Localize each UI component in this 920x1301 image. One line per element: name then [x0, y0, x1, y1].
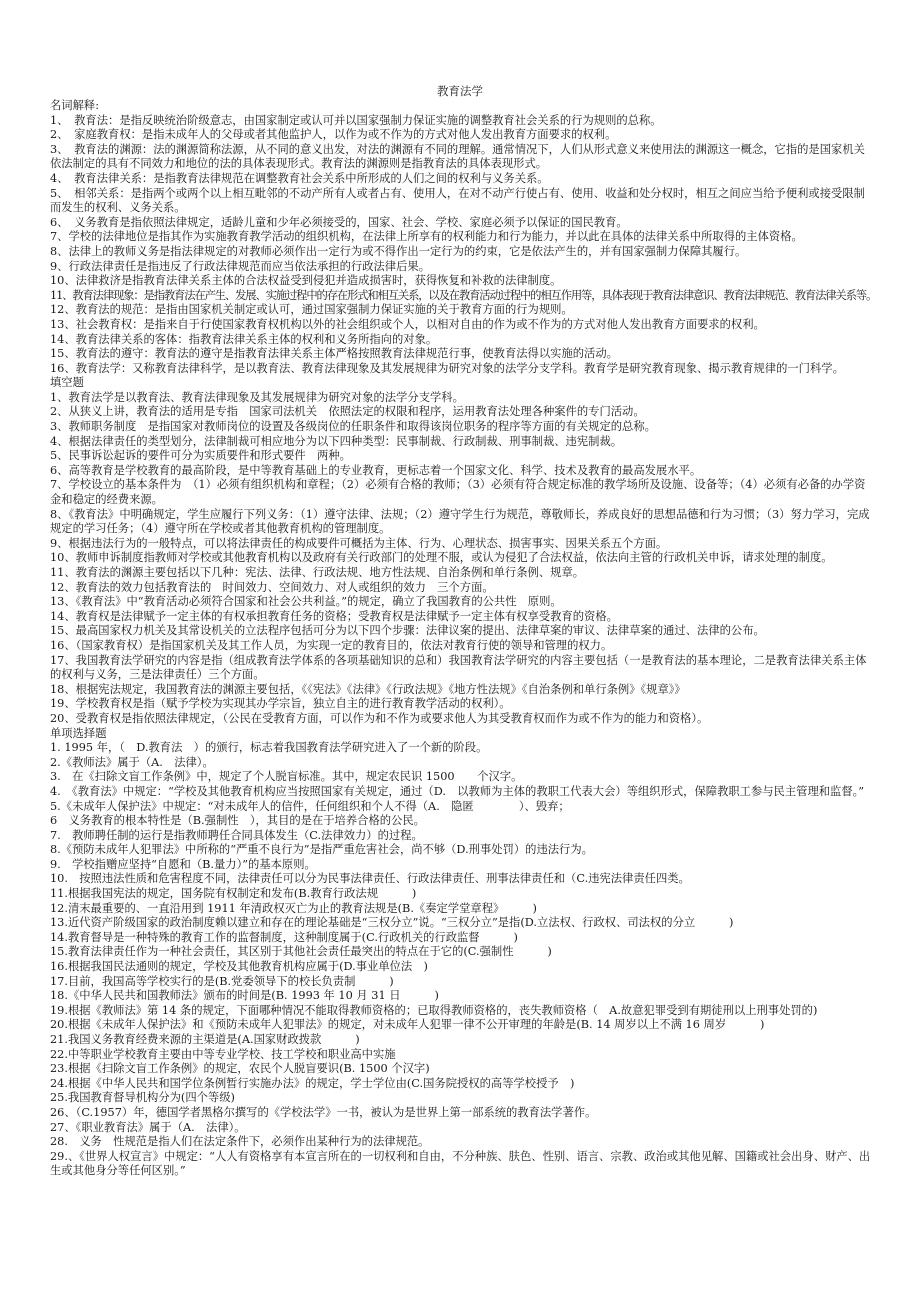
list-item: 8、《教育法》中明确规定，学生应履行下列义务：（1）遵守法律、法规；（2）遵守学生行为规范，尊敬师长，养成良好的思想品德和行为习惯；（3）努力学习，完成规定的学习任务；（4）遵守所在学校或者其他教育机构的管理制度。 [50, 507, 870, 536]
list-item: 15、最高国家权力机关及其常设机关的立法程序包括可分为以下四个步骤：法律议案的提出、法律草案的审议、法律草案的通过、法律的公布。 [50, 624, 765, 638]
list-item: 26、（C.1957）年，德国学者黑格尔撰写的《学校法学》一书，被认为是世界上第一部系统的教育法学著作。 [50, 1105, 597, 1119]
list-item: 20、受教育权是指依照法律规定，（公民在受教育方面，可以作为和不作为或要求他人为其受教育权而作为或不作为的能力和资格）。 [50, 711, 709, 725]
list-item: 9. 学校指赠应坚持“自愿和（B.量力）”的基本原则。 [50, 857, 316, 871]
list-item: 15、教育法的遵守：教育法的遵守是指教育法律关系主体严格按照教育法律规范行事，使教育法得以实施的活动。 [50, 347, 618, 361]
list-item: 1、教育法学是以教育法、教育法律现象及其发展规律为研究对象的法学分支学科。 [50, 390, 464, 404]
list-item: 11.根据我国宪法的规定，国务院有权制定和发布(B.教育行政法规 ) [50, 887, 417, 901]
list-item: 6、 义务教育是指依照法律规定，适龄儿童和少年必须接受的，国家、社会、学校、家庭必须予以保证的国民教育。 [50, 215, 628, 229]
list-item: 16.根据我国民法通则的规定，学校及其他教育机构应属于(D.事业单位法 ) [50, 960, 428, 974]
list-item: 18.《中华人民共和国教师法》颁布的时间是(B. 1993 年 10 月 31 日 ) [50, 989, 439, 1003]
list-item: 10、法律救济是指教育法律关系主体的合法权益受到侵犯并造成损害时，获得恢复和补救的法律制度。 [50, 274, 562, 288]
list-item: 28. 义务 性规范是指人们在法定条件下，必须作出某种行为的法律规范。 [50, 1135, 430, 1149]
list-item: 10. 按照违法性质和危害程度不同，法律责任可以分为民事法律责任、行政法律责任、刑事法律责任和（C.违宪法律责任四类。 [50, 872, 690, 886]
section-heading: 填空题 [50, 376, 84, 390]
list-item: 2.《教师法》属于（A. 法律）。 [50, 755, 214, 769]
list-item: 2、 家庭教育权：是指未成年人的父母或者其他监护人，以作为或不作为的方式对他人发出教育方面要求的权利。 [50, 128, 617, 142]
list-item: 2、从狭义上讲，教育法的适用是专指 国家司法机关 依照法定的权限和程序，运用教育法处理各种案件的专门活动。 [50, 405, 645, 419]
list-item: 11、教育法律现象：是指教育法在产生、发展、实施过程中的存在形式和相互关系，以及在教育活动过程中的相互作用等，具体表现于教育法律意识、教育法律规范、教育法律关系等。 [50, 288, 877, 302]
list-item: 1、 教育法：是指反映统治阶级意志，由国家制定或认可并以国家强制力保证实施的调整教育社会关系的行为规则的总称。 [50, 113, 662, 127]
list-item: 21.我国义务教育经费来源的主渠道是(A.国家财政拨款 ) [50, 1033, 360, 1046]
list-item: 6 义务教育的根本特性是（B.强制性 ），其目的是在于培养合格的公民。 [50, 814, 425, 828]
list-item: 9、根据违法行为的一般特点，可以将法律责任的构成要件可概括为主体、行为、心理状态、损害事实、因果关系五个方面。 [50, 536, 668, 550]
list-item: 16、教育法学：又称教育法律科学，是以教育法、教育法律现象及其发展规律为研究对象的法学分支学科。教育学是研究教育现象、揭示教育规律的一门科学。 [50, 361, 844, 375]
section-heading: 名词解释: [50, 99, 99, 112]
list-item: 11、教育法的渊源主要包括以下几种：宪法、法律、行政法规、地方性法规、自治条例和单行条例、规章。 [50, 566, 585, 579]
list-item: 3、 教育法的渊源：法的渊源简称法源，从不同的意义出发，对法的渊源有不同的理解。通常情况下，人们从形式意义来使用法的渊源这一概念，它指的是国家机关依法制定的具有不同效力和地位的法的具体表现形式。教育法的渊源则是指教育法的具体表现形式。 [50, 142, 865, 171]
list-item: 4、根据法律责任的类型划分，法律制裁可相应地分为以下四种类型：民事制裁、行政制裁、刑事制裁、违宪制裁。 [50, 434, 623, 448]
list-item: 5.《未成年人保护法》中规定：“对未成年人的信件，任何组织和个人不得（A. 隐匿 ）、毁弃； [50, 799, 570, 813]
list-item: 13.近代资产阶级国家的政治制度赖以建立和存在的理论基础是“三权分立”说。“三权分立”是指(D.立法权、行政权、司法权的分立 ) [50, 916, 734, 930]
list-item: 7. 教师聘任制的运行是指教师聘任合同具体发生（C.法律效力）的过程。 [50, 828, 423, 842]
list-item: 14、教育权是法律赋予一定主体的有权承担教育任务的资格；受教育权是法律赋予一定主体有权享受教育的资格。 [50, 609, 618, 623]
list-item: 15.教育法律责任作为一种社会责任，其区别于其他社会责任最突出的特点在于它的(C.强制性 ) [50, 945, 552, 959]
list-item: 3. 在《扫除文盲工作条例》中，规定了个人脱盲标准。其中，规定农民识 1500 个汉字。 [50, 770, 523, 784]
list-item: 27、《职业教育法》属于（A. 法律）。 [50, 1120, 246, 1134]
list-item: 8.《预防未成年人犯罪法》中所称的“严重不良行为”是指严重危害社会，尚不够（D.刑事处罚）的违法行为。 [50, 843, 593, 857]
list-item: 25.我国教育督导机构分为(四个等级) [50, 1091, 235, 1105]
list-item: 16、（国家教育权）是指国家机关及其工作人员，为实现一定的教育目的，依法对教育行使的领导和管理的权力。 [50, 638, 613, 652]
list-item: 22.中等职业学校教育主要由中等专业学校、技工学校和职业高中实施 [50, 1047, 396, 1061]
list-item: 29.、《世界人权宣言》中规定：“人人有资格享有本宣言所在的一切权利和自由，不分种族、肤色、性别、语言、宗教、政治或其他见解、国籍或社会出身、财产、出生或其他身分等任何区别。” [50, 1149, 871, 1178]
list-item: 18、根据宪法规定，我国教育法的渊源主要包括，《《宪法》《法律》《行政法规》《地方性法规》《自治条例和单行条例》《规章》》 [50, 682, 686, 696]
list-item: 4、 教育法律关系：是指教育法律规范在调整教育社会关系中所形成的人们之间的权利与义务关系。 [50, 171, 549, 185]
list-item: 24.根据《中华人民共和国学位条例暂行实施办法》的规定，学士学位由(C.国务院授权的高等学校授予 ) [50, 1076, 575, 1090]
document-title: 教育法学 [437, 84, 483, 98]
list-item: 17.目前，我国高等学校实行的是(B.党委领导下的校长负责制 ) [50, 974, 394, 988]
list-item: 17、我国教育法学研究的内容是指（组成教育法学体系的各项基础知识的总和）我国教育法学研究的内容主要包括（一是教育法的基本理论，二是教育法律关系主体的权利与义务，三是法律责任）三个方面。 [50, 653, 867, 682]
list-item: 19、学校教育权是指（赋予学校为实现其办学宗旨，独立自主的进行教育教学活动的权利）。 [50, 697, 511, 711]
list-item: 14、教育法律关系的客体：指教育法律关系主体的权利和义务所指向的对象。 [50, 332, 438, 346]
list-item: 14.教育督导是一种特殊的教育工作的监督制度，这种制度属于(C.行政机关的行政监督 ) [50, 930, 518, 944]
list-item: 8、法律上的教师义务是指法律规定的对教师必须作出一定行为或不得作出一定行为的约束，它是依法产生的，并有国家强制力保障其履行。 [50, 244, 747, 258]
list-item: 6、高等教育是学校教育的最高阶段，是中等教育基础上的专业教育，更标志着一个国家文化、科学、技术及教育的最高发展水平。 [50, 463, 702, 477]
list-item: 10、教师申诉制度指教师对学校或其他教育机构以及政府有关行政部门的处理不服，或认为侵犯了合法权益，依法向主管的行政机关申诉，请求处理的制度。 [50, 551, 833, 565]
list-item: 12.清末最重要的、一直沿用到 1911 年清政权灭亡为止的教育法规是(B.《奏定学堂章程》 ) [50, 901, 537, 915]
list-item: 12、教育法的规范：是指由国家机关制定或认可，通过国家强制力保证实施的关于教育方面的行为规则。 [50, 303, 573, 317]
list-item: 5、民事诉讼起诉的要件可分为实质要件和形式要件 两种。 [50, 449, 351, 463]
list-item: 12、教育法的效力包括教育法的 时间效力、空间效力、对人或组织的效力 三个方面。 [50, 580, 494, 594]
list-item: 7、学校的法律地位是指其作为实施教育教学活动的组织机构，在法律上所享有的权利能力和行为能力，并以此在具体的法律关系中所取得的主体资格。 [50, 230, 803, 244]
list-item: 3、教师职务制度 是指国家对教师岗位的设置及各级岗位的任职条件和取得该岗位职务的程序等方面的有关规定的总称。 [50, 420, 656, 434]
list-item: 13、社会教育权：是指来自于行使国家教育权机构以外的社会组织或个人，以相对自由的作为或不作为的方式对他人发出教育方面要求的权利。 [50, 317, 765, 331]
section-heading: 单项选择题 [50, 726, 107, 740]
list-item: 13、《教育法》中“教育活动必须符合国家和社会公共利益。”的规定，确立了我国教育的公共性 原则。 [50, 595, 562, 609]
list-item: 20.根据《未成年人保护法》和《预防未成年人犯罪法》的规定，对未成年人犯罪一律不公开审理的年龄是(B. 14 周岁以上不满 16 周岁 ) [50, 1018, 765, 1032]
list-item: 7、学校设立的基本条件为 （1）必须有组织机构和章程；（2）必须有合格的教师；（3）必须有符合规定标准的教学场所及设施、设备等；（4）必须有必备的办学资金和稳定的经费来源。 [50, 478, 866, 507]
list-item: 1. 1995 年，（ D.教育法 ）的颁行，标志着我国教育法学研究进入了一个新的阶段。 [50, 741, 488, 755]
list-item: 5、 相邻关系：是指两个或两个以上相互毗邻的不动产所有人或者占有、使用人，在对不动产行使占有、使用、收益和处分权时，相互之间应当给予便利或接受限制而发生的权利、义务关系。 [50, 186, 865, 215]
list-item: 4. 《教育法》中规定：“学校及其他教育机构应当按照国家有关规定，通过（D. 以教师为主体的教职工代表大会）等组织形式，保障教职工参与民主管理和监督。” [50, 784, 865, 798]
document-body [50, 99, 876, 1179]
list-item: 23.根据《扫除文盲工作条例》的规定，农民个人脱盲要识(B. 1500 个汉字) [50, 1062, 430, 1076]
list-item: 19.根据《教师法》第 14 条的规定，下面哪种情况不能取得教师资格的；已取得教师资格的，丧失教师资格（ A.故意犯罪受到有期徒刑以上刑事处罚的) [50, 1003, 818, 1017]
list-item: 9、行政法律责任是指违反了行政法律规范而应当依法承担的行政法律后果。 [50, 259, 430, 273]
